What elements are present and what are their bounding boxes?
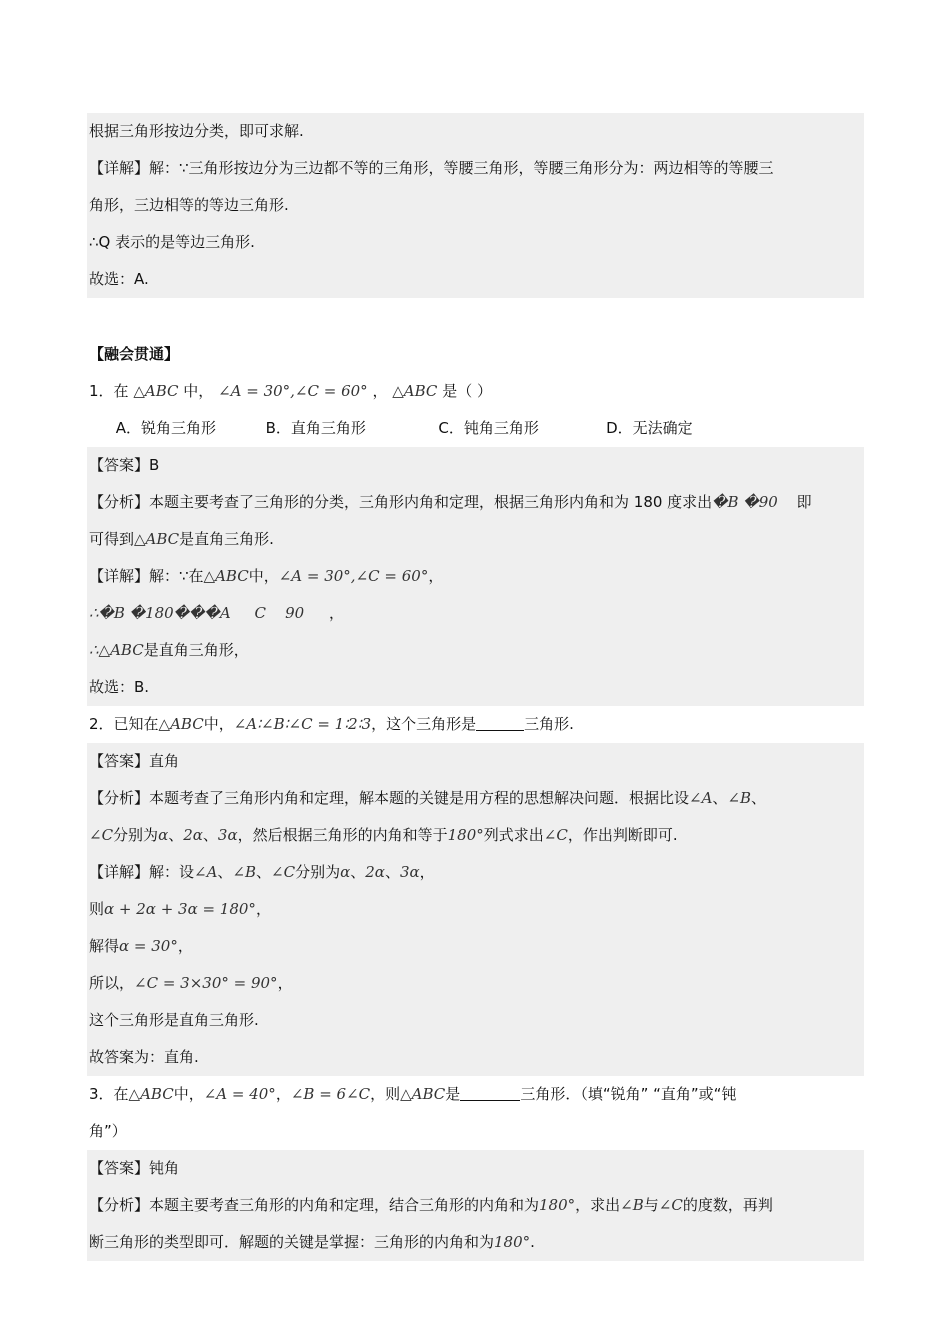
detail-text: ， xyxy=(328,604,344,622)
detail-text: ， xyxy=(428,567,444,585)
analysis-text: 【分析】本题主要考查了三角形的分类，三角形内角和定理，根据三角形内角和为 180 度求出 xyxy=(89,493,713,511)
detail-math: ∠C xyxy=(271,863,296,881)
q2-text: 三角形. xyxy=(524,715,574,733)
analysis-math: ∠B xyxy=(727,789,752,807)
detail-text: 、 xyxy=(350,863,366,881)
analysis-math: 3α xyxy=(217,826,238,844)
section-title: 【融会贯通】 xyxy=(89,345,180,363)
q1-text: 中， xyxy=(183,382,214,400)
analysis-line xyxy=(87,484,864,521)
detail-text: 则 xyxy=(89,900,105,918)
q1-math: △ABC xyxy=(392,382,438,400)
detail-text: 是直角三角形， xyxy=(143,641,249,659)
detail-line xyxy=(87,965,864,1002)
detail-line xyxy=(87,854,864,891)
detail-line xyxy=(87,558,864,595)
q1-math: △ABC xyxy=(133,382,179,400)
document-page xyxy=(87,113,864,1261)
question-1 xyxy=(87,373,864,410)
option-a: A．锐角三角形 xyxy=(115,419,217,437)
q3-math: △ABC xyxy=(128,1085,174,1103)
detail-math: ∠A = 30°,∠C = 60° xyxy=(278,567,429,585)
analysis-text: ，然后根据三角形的内角和等于 xyxy=(237,826,448,844)
analysis-math: α xyxy=(158,826,169,844)
detail-text: 【详解】解：设 xyxy=(89,863,195,881)
analysis-text: ，作出判断即可. xyxy=(567,826,678,844)
solution-line: 根据三角形按边分类，即可求解. xyxy=(89,122,304,140)
q3-text: 3．在 xyxy=(89,1085,129,1103)
q2-text: 2．已知在 xyxy=(89,715,159,733)
detail-text: 中， xyxy=(248,567,279,585)
answer-blank xyxy=(460,1085,520,1101)
q3-text: 是 xyxy=(445,1085,461,1103)
q1-text: ， xyxy=(372,382,388,400)
detail-text: 、 xyxy=(217,863,233,881)
answer-line: 【答案】直角 xyxy=(89,752,180,770)
q1-math: ∠A = 30°,∠C = 60° xyxy=(218,382,368,400)
analysis-text: 分别为 xyxy=(113,826,159,844)
answer-blank xyxy=(476,715,524,731)
analysis-text: 列式求出 xyxy=(483,826,544,844)
analysis-line xyxy=(87,780,864,817)
detail-text: ， xyxy=(177,937,193,955)
solution-line: ∴Q 表示的是等边三角形. xyxy=(89,233,255,251)
detail-math: 3α xyxy=(399,863,420,881)
analysis-math: �B �90 xyxy=(712,493,778,511)
analysis-text: . xyxy=(530,1233,535,1251)
q3-text: 三角形．（填“锐角” “直角”或“钝 xyxy=(520,1085,737,1103)
analysis-text: 【分析】本题考查了三角形内角和定理，解本题的关键是用方程的思想解决问题．根据比设 xyxy=(89,789,690,807)
q1-solution-block xyxy=(87,447,864,706)
detail-math: ∴△ABC xyxy=(89,641,144,659)
analysis-math: 180° xyxy=(447,826,484,844)
analysis-math: ∠A xyxy=(689,789,713,807)
q2-solution-block xyxy=(87,743,864,1076)
detail-line xyxy=(87,928,864,965)
analysis-math: 180° xyxy=(494,1233,531,1251)
solution-line: 角形，三边相等的等边三角形. xyxy=(89,196,289,214)
detail-line xyxy=(87,891,864,928)
question-3 xyxy=(87,1076,864,1113)
detail-text: 【详解】解：∵在 xyxy=(89,567,204,585)
detail-math: ∠B xyxy=(232,863,257,881)
q3-text: ， xyxy=(275,1085,291,1103)
detail-math: 2α xyxy=(365,863,385,881)
detail-line xyxy=(87,632,864,669)
q2-math: △ABC xyxy=(158,715,204,733)
analysis-text: 【分析】本题主要考查三角形的内角和定理，结合三角形的内角和为 xyxy=(89,1196,540,1214)
analysis-text: 、 xyxy=(751,789,767,807)
analysis-text: 、 xyxy=(202,826,218,844)
analysis-math: 2α xyxy=(183,826,203,844)
detail-text: 、 xyxy=(384,863,400,881)
option-d: D．无法确定 xyxy=(606,419,693,437)
previous-solution-block xyxy=(87,113,864,298)
analysis-text: 可得到 xyxy=(89,530,135,548)
detail-line xyxy=(87,595,864,632)
detail-text: 解得 xyxy=(89,937,120,955)
detail-text: 、 xyxy=(256,863,272,881)
spacer xyxy=(87,298,864,336)
q1-options xyxy=(87,410,864,447)
detail-text: 分别为 xyxy=(295,863,341,881)
analysis-line xyxy=(87,1224,864,1261)
detail-math: α xyxy=(340,863,351,881)
analysis-line xyxy=(87,817,864,854)
answer-line: 【答案】钝角 xyxy=(89,1159,180,1177)
q3-text: 中， xyxy=(173,1085,204,1103)
analysis-math: ∠C xyxy=(543,826,568,844)
q3-text: ，则 xyxy=(370,1085,401,1103)
analysis-text: 、 xyxy=(168,826,184,844)
analysis-text: 与 xyxy=(643,1196,659,1214)
detail-text: ， xyxy=(419,863,435,881)
analysis-text: 即 xyxy=(796,493,812,511)
analysis-math: ∠B xyxy=(620,1196,644,1214)
detail-math: ∠C = 3×30° = 90° xyxy=(134,974,278,992)
solution-line: 故选：A. xyxy=(89,270,149,288)
analysis-text: 是直角三角形. xyxy=(179,530,274,548)
detail-math: ∠A xyxy=(194,863,218,881)
q3-solution-block xyxy=(87,1150,864,1261)
q2-text: ，这个三角形是 xyxy=(371,715,477,733)
q3-math: ∠A = 40° xyxy=(203,1085,276,1103)
detail-text: ， xyxy=(255,900,271,918)
analysis-math: ∠C xyxy=(89,826,114,844)
analysis-math: △ABC xyxy=(134,530,180,548)
detail-math: ∴�B �180���A C 90 xyxy=(89,604,305,622)
detail-line: 这个三角形是直角三角形. xyxy=(89,1011,259,1029)
detail-text: 所以， xyxy=(89,974,135,992)
q1-text: 是（ ） xyxy=(442,382,492,400)
analysis-math: 180° xyxy=(539,1196,576,1214)
analysis-line xyxy=(87,521,864,558)
answer-line: 【答案】B xyxy=(89,456,160,474)
q1-text: 1．在 xyxy=(89,382,129,400)
analysis-text: 的度数，再判 xyxy=(682,1196,773,1214)
choose-line: 故选：B. xyxy=(89,678,150,696)
analysis-line xyxy=(87,1187,864,1224)
q2-math: ∠A∶∠B∶∠C = 1∶2∶3 xyxy=(233,715,372,733)
q3-math: ∠B = 6∠C xyxy=(290,1085,371,1103)
analysis-text: 、 xyxy=(712,789,728,807)
analysis-math: ∠C xyxy=(658,1196,683,1214)
choose-line: 故答案为：直角. xyxy=(89,1048,199,1066)
detail-math: △ABC xyxy=(203,567,249,585)
question-3-cont: 角”） xyxy=(89,1122,127,1140)
option-c: C．钝角三角形 xyxy=(438,419,539,437)
q3-math: △ABC xyxy=(400,1085,446,1103)
solution-line: 【详解】解：∵三角形按边分为三边都不等的三角形，等腰三角形，等腰三角形分为：两边相等的等腰三 xyxy=(89,159,774,177)
detail-text: ， xyxy=(277,974,293,992)
q2-text: 中， xyxy=(203,715,234,733)
detail-math: α = 30° xyxy=(119,937,178,955)
option-b: B．直角三角形 xyxy=(265,419,366,437)
analysis-text: ，求出 xyxy=(575,1196,621,1214)
detail-math: α + 2α + 3α = 180° xyxy=(104,900,256,918)
analysis-text: 断三角形的类型即可．解题的关键是掌握：三角形的内角和为 xyxy=(89,1233,495,1251)
question-2 xyxy=(87,706,864,743)
